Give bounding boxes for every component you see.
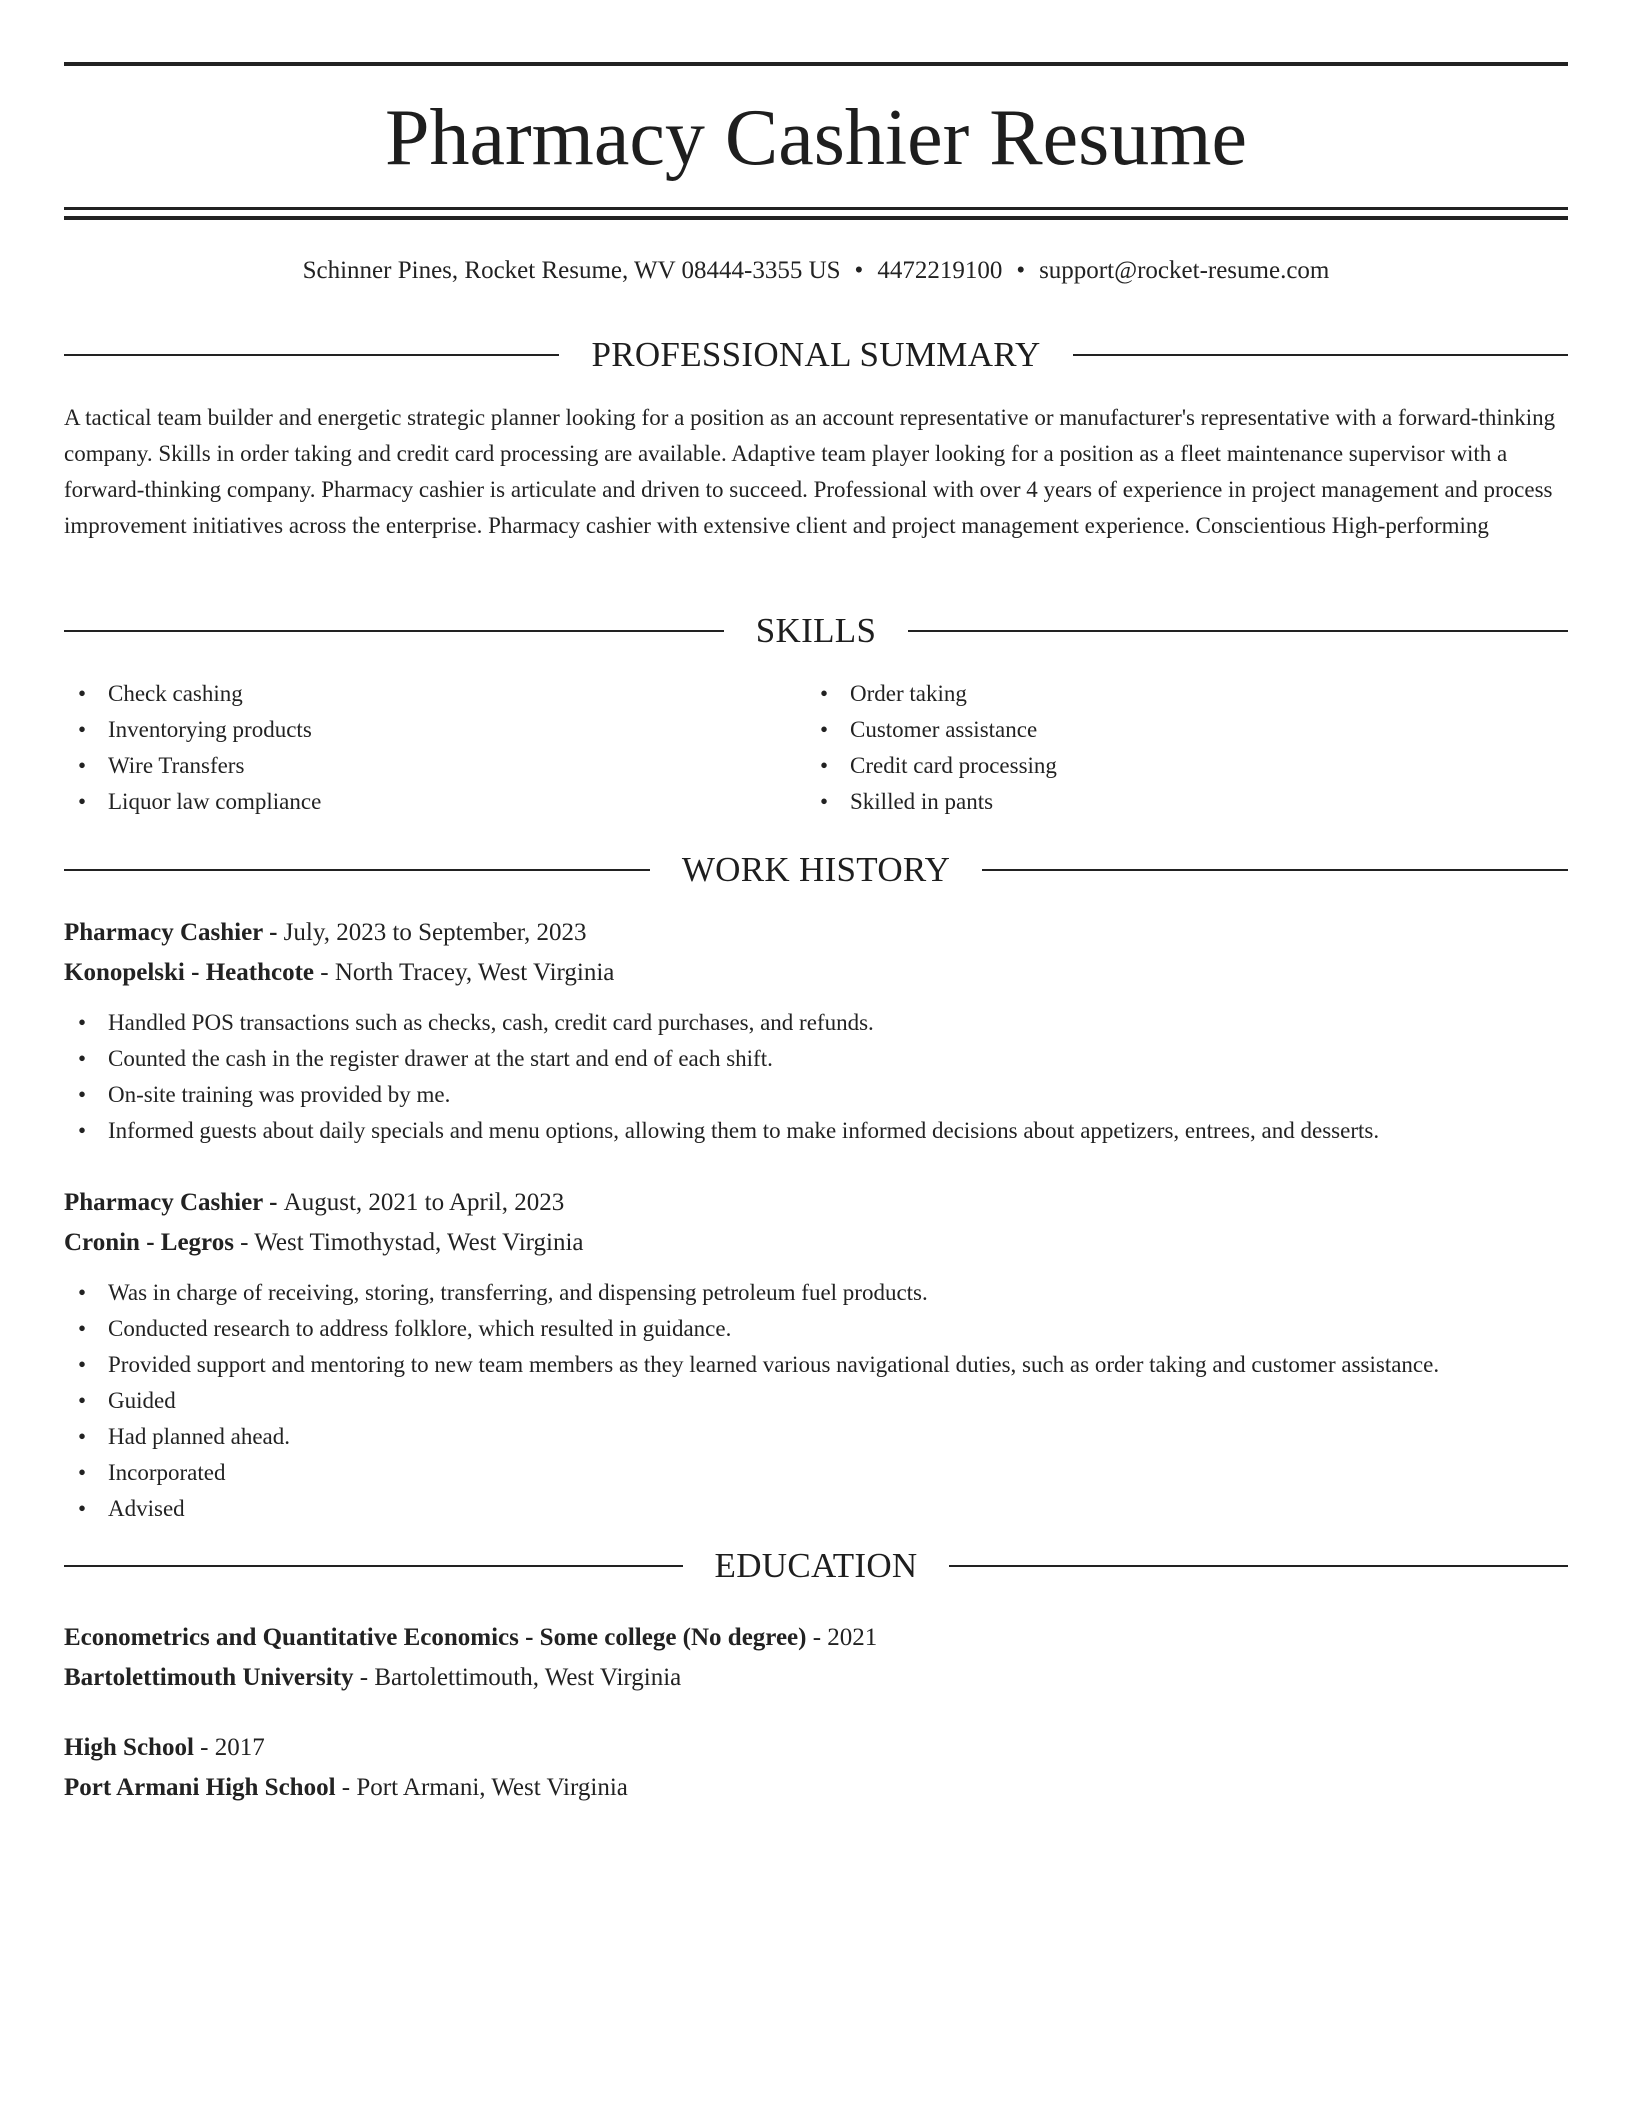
contact-email: support@rocket-resume.com: [1039, 257, 1330, 284]
contact-separator: •: [854, 257, 864, 284]
degree-line: High School - 2017: [64, 1734, 265, 1761]
job-bullets: [64, 1005, 1568, 1149]
education-entry: [64, 1618, 1568, 1698]
heading-rule: [64, 354, 559, 356]
education-entry: [64, 1728, 1568, 1808]
job-bullet: • On-site training was provided by me.: [64, 1077, 1568, 1113]
job-bullet: • Was in charge of receiving, storing, transferring, and dispensing petroleum fuel products.: [64, 1275, 1568, 1311]
school-line: Bartolettimouth University - Bartolettimouth, West Virginia: [64, 1664, 682, 1691]
summary-text: A tactical team builder and energetic strategic planner looking for a position as an account representative or manufacturer's representative with a forward-thinking company. Skills in order taking and credit card processing are available. Adaptive team player looking for a position as a fleet maintenance supervisor with a forward-thinking company. Pharmacy cashier is articulate and driven to succeed. Professional with over 4 years of experience in project management and process improvement initiatives across the enterprise. Pharmacy cashier with extensive client and project management experience. Conscientious High-performing: [64, 405, 1556, 538]
heading-rule: [64, 1565, 683, 1567]
skills-column-left: [64, 676, 806, 820]
work-heading-label: WORK HISTORY: [681, 850, 951, 889]
skill-item: • Customer assistance: [806, 712, 1548, 748]
job-dates: July, 2023 to September, 2023: [283, 919, 587, 946]
degree-year: 2017: [214, 1734, 265, 1761]
contact-phone: 4472219100: [877, 257, 1003, 284]
work-entry: [64, 1183, 1568, 1527]
degree-year: 2021: [827, 1624, 878, 1651]
degree: High School: [64, 1734, 194, 1761]
job-bullet: • Handled POS transactions such as checks, cash, credit card purchases, and refunds.: [64, 1005, 1568, 1041]
job-bullet: • Incorporated: [64, 1455, 1568, 1491]
skill-item: • Credit card processing: [806, 748, 1548, 784]
job-bullet: • Provided support and mentoring to new team members as they learned various navigational duties, such as order taking and customer assistance.: [64, 1347, 1568, 1383]
school-location: Port Armani, West Virginia: [356, 1774, 628, 1801]
contact-line: [64, 254, 1568, 288]
work-entry: [64, 913, 1568, 1149]
degree: Econometrics and Quantitative Economics - Some college (No degree): [64, 1624, 807, 1651]
contact-separator: •: [1016, 257, 1026, 284]
skill-item: • Check cashing: [64, 676, 806, 712]
heading-rule: [982, 869, 1568, 871]
contact-address: Schinner Pines, Rocket Resume, WV 08444-3355 US: [302, 257, 841, 284]
job-bullet: • Guided: [64, 1383, 1568, 1419]
job-bullet: • Conducted research to address folklore, which resulted in guidance.: [64, 1311, 1568, 1347]
top-rule: [64, 62, 1568, 66]
job-dates: August, 2021 to April, 2023: [283, 1189, 565, 1216]
heading-rule: [908, 630, 1568, 632]
job-company: Konopelski - Heathcote: [64, 959, 314, 986]
skill-item: • Order taking: [806, 676, 1548, 712]
job-company-line: Konopelski - Heathcote - North Tracey, West Virginia: [64, 959, 615, 986]
job-bullet: • Had planned ahead.: [64, 1419, 1568, 1455]
job-company-line: Cronin - Legros - West Timothystad, West Virginia: [64, 1229, 584, 1256]
heading-rule: [64, 630, 724, 632]
job-title-line: Pharmacy Cashier - August, 2021 to April, 2023: [64, 1189, 565, 1216]
heading-rule: [1073, 354, 1568, 356]
job-bullets: [64, 1275, 1568, 1527]
skill-item: • Liquor law compliance: [64, 784, 806, 820]
school-location: Bartolettimouth, West Virginia: [374, 1664, 682, 1691]
job-title: Pharmacy Cashier: [64, 919, 263, 946]
summary-heading: [64, 333, 1568, 377]
skill-item: • Inventorying products: [64, 712, 806, 748]
job-title-line: Pharmacy Cashier - July, 2023 to September, 2023: [64, 919, 587, 946]
school: Bartolettimouth University: [64, 1664, 354, 1691]
school-line: Port Armani High School - Port Armani, West Virginia: [64, 1774, 628, 1801]
skills-column-right: [806, 676, 1548, 820]
skills-list: [64, 676, 1568, 820]
degree-line: Econometrics and Quantitative Economics - Some college (No degree) - 2021: [64, 1624, 878, 1651]
heading-rule: [949, 1565, 1568, 1567]
education-heading-label: EDUCATION: [714, 1546, 918, 1585]
title-double-rule: [64, 207, 1568, 220]
job-bullet: • Informed guests about daily specials and menu options, allowing them to make informed decisions about appetizers, entrees, and desserts.: [64, 1113, 1568, 1149]
job-location: West Timothystad, West Virginia: [254, 1229, 584, 1256]
skills-heading-label: SKILLS: [755, 611, 877, 650]
job-bullet: • Advised: [64, 1491, 1568, 1527]
skill-item: • Wire Transfers: [64, 748, 806, 784]
summary-heading-label: PROFESSIONAL SUMMARY: [591, 335, 1041, 374]
job-company: Cronin - Legros: [64, 1229, 234, 1256]
job-title: Pharmacy Cashier: [64, 1189, 263, 1216]
resume-title: Pharmacy Cashier Resume: [385, 94, 1247, 182]
skill-item: • Skilled in pants: [806, 784, 1548, 820]
education-heading: [64, 1544, 1568, 1588]
job-bullet: • Counted the cash in the register drawer at the start and end of each shift.: [64, 1041, 1568, 1077]
skills-heading: [64, 609, 1568, 653]
work-heading: [64, 848, 1568, 892]
heading-rule: [64, 869, 650, 871]
school: Port Armani High School: [64, 1774, 336, 1801]
job-location: North Tracey, West Virginia: [334, 959, 615, 986]
